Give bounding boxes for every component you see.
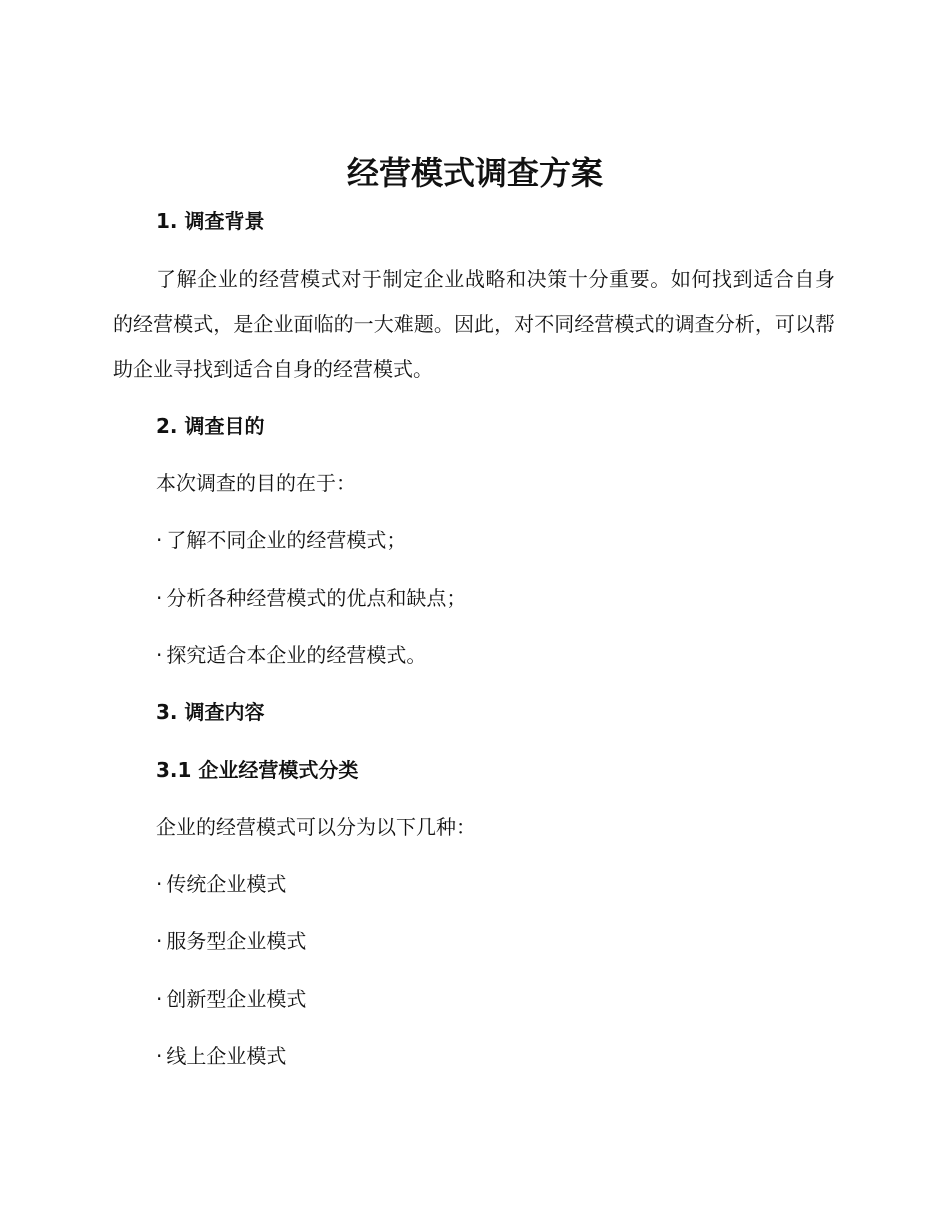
- bullet-text: 创新型企业模式: [166, 987, 307, 1011]
- bullet-dot: ·: [156, 1044, 163, 1068]
- bullet-text: 分析各种经营模式的优点和缺点；: [166, 586, 467, 610]
- bullet-dot: ·: [156, 987, 163, 1011]
- bullet-text: 了解不同企业的经营模式；: [166, 528, 407, 552]
- purpose-bullet-1: [156, 526, 406, 554]
- subsection-heading-classification: 3.1 企业经营模式分类: [156, 758, 359, 782]
- bullet-dot: ·: [156, 872, 163, 896]
- section-heading-purpose: 2. 调查目的: [156, 414, 265, 438]
- purpose-bullet-3: [156, 641, 426, 669]
- section-heading-background: 1. 调查背景: [156, 209, 265, 233]
- bullet-text: 线上企业模式: [166, 1044, 287, 1068]
- purpose-bullet-2: [156, 584, 466, 612]
- bullet-text: 探究适合本企业的经营模式。: [166, 643, 427, 667]
- background-paragraph: 了解企业的经营模式对于制定企业战略和决策十分重要。如何找到适合自身的经营模式，是企业面临的一大难题。因此，对不同经营模式的调查分析，可以帮助企业寻找到适合自身的经营模式。: [113, 267, 835, 381]
- section-heading-content: 3. 调查内容: [156, 700, 265, 724]
- classification-bullet-3: [156, 985, 306, 1013]
- document-title: 经营模式调查方案: [346, 154, 603, 192]
- classification-intro: 企业的经营模式可以分为以下几种：: [156, 815, 476, 839]
- bullet-dot: ·: [156, 586, 163, 610]
- bullet-dot: ·: [156, 929, 163, 953]
- bullet-text: 服务型企业模式: [166, 929, 307, 953]
- bullet-text: 传统企业模式: [166, 872, 287, 896]
- classification-bullet-1: [156, 870, 286, 898]
- purpose-intro: 本次调查的目的在于：: [156, 471, 356, 495]
- classification-bullet-2: [156, 927, 306, 955]
- bullet-dot: ·: [156, 528, 163, 552]
- classification-bullet-4: [156, 1042, 286, 1070]
- bullet-dot: ·: [156, 643, 163, 667]
